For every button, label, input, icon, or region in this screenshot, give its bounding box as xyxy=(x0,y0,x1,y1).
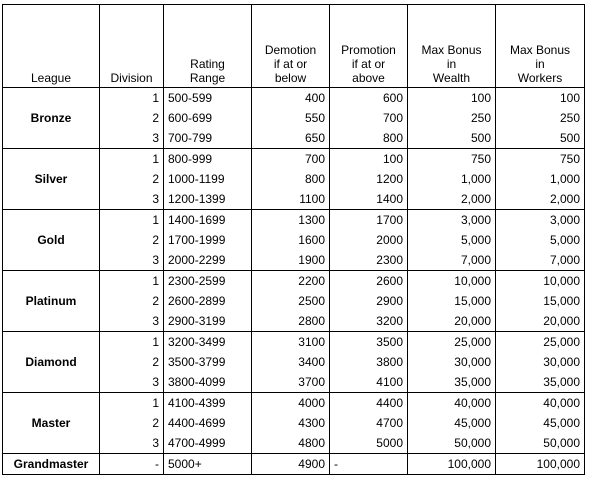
table-row xyxy=(3,332,585,353)
bonus-workers-cell: 250 xyxy=(496,108,585,128)
bonus-wealth-cell: 100 xyxy=(408,88,496,109)
bonus-wealth-cell: 30,000 xyxy=(408,352,496,372)
promotion-cell: 2300 xyxy=(330,250,408,271)
league-name-silver: Silver xyxy=(3,149,100,210)
division-cell: 1 xyxy=(100,210,164,231)
rating-range-cell: 1400-1699 xyxy=(164,210,252,231)
bonus-wealth-cell: 50,000 xyxy=(408,433,496,454)
bonus-wealth-cell: 100,000 xyxy=(408,454,496,475)
bonus-workers-cell: 100,000 xyxy=(496,454,585,475)
division-cell: 3 xyxy=(100,311,164,332)
demotion-cell: 1900 xyxy=(252,250,330,271)
promotion-cell: 3800 xyxy=(330,352,408,372)
division-cell: 3 xyxy=(100,433,164,454)
demotion-cell: 4000 xyxy=(252,393,330,414)
bonus-wealth-cell: 25,000 xyxy=(408,332,496,353)
rating-range-cell: 800-999 xyxy=(164,149,252,170)
table-row-grandmaster xyxy=(3,454,585,475)
rating-range-cell: 600-699 xyxy=(164,108,252,128)
header-rating-range: Rating Range xyxy=(164,5,252,88)
demotion-cell: 3700 xyxy=(252,372,330,393)
bonus-workers-cell: 40,000 xyxy=(496,393,585,414)
bonus-wealth-cell: 35,000 xyxy=(408,372,496,393)
promotion-cell: 1400 xyxy=(330,189,408,210)
promotion-cell: 2600 xyxy=(330,271,408,292)
promotion-cell: 1700 xyxy=(330,210,408,231)
rating-range-cell: 4700-4999 xyxy=(164,433,252,454)
division-cell: 2 xyxy=(100,108,164,128)
league-name-diamond: Diamond xyxy=(3,332,100,393)
rating-range-cell: 1000-1199 xyxy=(164,169,252,189)
division-cell: 2 xyxy=(100,352,164,372)
bonus-workers-cell: 500 xyxy=(496,128,585,149)
table-row xyxy=(3,210,585,231)
promotion-cell: 3500 xyxy=(330,332,408,353)
rating-range-cell: 1200-1399 xyxy=(164,189,252,210)
division-cell: 3 xyxy=(100,189,164,210)
bonus-wealth-cell: 1,000 xyxy=(408,169,496,189)
promotion-cell: 2000 xyxy=(330,230,408,250)
promotion-cell: 100 xyxy=(330,149,408,170)
rating-range-cell: 2600-2899 xyxy=(164,291,252,311)
league-table-body xyxy=(3,88,585,475)
league-name-master: Master xyxy=(3,393,100,454)
promotion-cell: 4400 xyxy=(330,393,408,414)
bonus-wealth-cell: 20,000 xyxy=(408,311,496,332)
division-cell: 3 xyxy=(100,250,164,271)
promotion-cell: 3200 xyxy=(330,311,408,332)
rating-range-cell: 700-799 xyxy=(164,128,252,149)
promotion-cell: 5000 xyxy=(330,433,408,454)
division-cell: 1 xyxy=(100,332,164,353)
division-cell: 1 xyxy=(100,271,164,292)
bonus-workers-cell: 15,000 xyxy=(496,291,585,311)
demotion-cell: 1600 xyxy=(252,230,330,250)
bonus-wealth-cell: 500 xyxy=(408,128,496,149)
header-bonus-workers: Max Bonus in Workers xyxy=(496,5,585,88)
promotion-cell: 4100 xyxy=(330,372,408,393)
bonus-workers-cell: 20,000 xyxy=(496,311,585,332)
table-row xyxy=(3,393,585,414)
header-bonus-wealth: Max Bonus in Wealth xyxy=(408,5,496,88)
demotion-cell: 3400 xyxy=(252,352,330,372)
bonus-wealth-cell: 750 xyxy=(408,149,496,170)
division-cell: 1 xyxy=(100,393,164,414)
bonus-workers-cell: 45,000 xyxy=(496,413,585,433)
division-cell: 2 xyxy=(100,230,164,250)
league-name-bronze: Bronze xyxy=(3,88,100,149)
bonus-workers-cell: 7,000 xyxy=(496,250,585,271)
bonus-workers-cell: 100 xyxy=(496,88,585,109)
promotion-cell: 2900 xyxy=(330,291,408,311)
rating-range-cell: 3500-3799 xyxy=(164,352,252,372)
rating-range-cell: 3800-4099 xyxy=(164,372,252,393)
promotion-cell: 1200 xyxy=(330,169,408,189)
division-cell: 2 xyxy=(100,169,164,189)
division-cell: 2 xyxy=(100,291,164,311)
header-promotion: Promotion if at or above xyxy=(330,5,408,88)
demotion-cell: 800 xyxy=(252,169,330,189)
demotion-cell: 4300 xyxy=(252,413,330,433)
rating-range-cell: 2900-3199 xyxy=(164,311,252,332)
demotion-cell: 4800 xyxy=(252,433,330,454)
bonus-workers-cell: 2,000 xyxy=(496,189,585,210)
bonus-wealth-cell: 2,000 xyxy=(408,189,496,210)
rating-range-cell: 4400-4699 xyxy=(164,413,252,433)
demotion-cell: 4900 xyxy=(252,454,330,475)
promotion-cell: - xyxy=(330,454,408,475)
bonus-wealth-cell: 45,000 xyxy=(408,413,496,433)
rating-range-cell: 5000+ xyxy=(164,454,252,475)
division-cell: 3 xyxy=(100,372,164,393)
table-row xyxy=(3,271,585,292)
demotion-cell: 2800 xyxy=(252,311,330,332)
division-cell: - xyxy=(100,454,164,475)
header-row xyxy=(3,5,585,88)
header-division: Division xyxy=(100,5,164,88)
bonus-workers-cell: 3,000 xyxy=(496,210,585,231)
rating-range-cell: 1700-1999 xyxy=(164,230,252,250)
bonus-wealth-cell: 3,000 xyxy=(408,210,496,231)
demotion-cell: 400 xyxy=(252,88,330,109)
bonus-workers-cell: 1,000 xyxy=(496,169,585,189)
promotion-cell: 600 xyxy=(330,88,408,109)
demotion-cell: 700 xyxy=(252,149,330,170)
division-cell: 1 xyxy=(100,149,164,170)
rating-range-cell: 2000-2299 xyxy=(164,250,252,271)
promotion-cell: 800 xyxy=(330,128,408,149)
league-table xyxy=(2,4,585,475)
demotion-cell: 1300 xyxy=(252,210,330,231)
league-name-platinum: Platinum xyxy=(3,271,100,332)
league-table-sheet xyxy=(2,4,585,475)
rating-range-cell: 3200-3499 xyxy=(164,332,252,353)
demotion-cell: 2200 xyxy=(252,271,330,292)
bonus-wealth-cell: 7,000 xyxy=(408,250,496,271)
division-cell: 2 xyxy=(100,413,164,433)
demotion-cell: 550 xyxy=(252,108,330,128)
division-cell: 1 xyxy=(100,88,164,109)
demotion-cell: 650 xyxy=(252,128,330,149)
rating-range-cell: 4100-4399 xyxy=(164,393,252,414)
bonus-workers-cell: 50,000 xyxy=(496,433,585,454)
bonus-workers-cell: 750 xyxy=(496,149,585,170)
bonus-workers-cell: 25,000 xyxy=(496,332,585,353)
league-name-gold: Gold xyxy=(3,210,100,271)
bonus-wealth-cell: 40,000 xyxy=(408,393,496,414)
rating-range-cell: 2300-2599 xyxy=(164,271,252,292)
division-cell: 3 xyxy=(100,128,164,149)
demotion-cell: 3100 xyxy=(252,332,330,353)
bonus-workers-cell: 30,000 xyxy=(496,352,585,372)
table-row xyxy=(3,149,585,170)
table-row xyxy=(3,88,585,109)
bonus-wealth-cell: 5,000 xyxy=(408,230,496,250)
promotion-cell: 4700 xyxy=(330,413,408,433)
bonus-workers-cell: 5,000 xyxy=(496,230,585,250)
demotion-cell: 2500 xyxy=(252,291,330,311)
rating-range-cell: 500-599 xyxy=(164,88,252,109)
header-demotion: Demotion if at or below xyxy=(252,5,330,88)
bonus-wealth-cell: 250 xyxy=(408,108,496,128)
demotion-cell: 1100 xyxy=(252,189,330,210)
promotion-cell: 700 xyxy=(330,108,408,128)
bonus-wealth-cell: 10,000 xyxy=(408,271,496,292)
bonus-workers-cell: 35,000 xyxy=(496,372,585,393)
header-league: League xyxy=(3,5,100,88)
bonus-workers-cell: 10,000 xyxy=(496,271,585,292)
league-name-grandmaster: Grandmaster xyxy=(3,454,100,475)
bonus-wealth-cell: 15,000 xyxy=(408,291,496,311)
